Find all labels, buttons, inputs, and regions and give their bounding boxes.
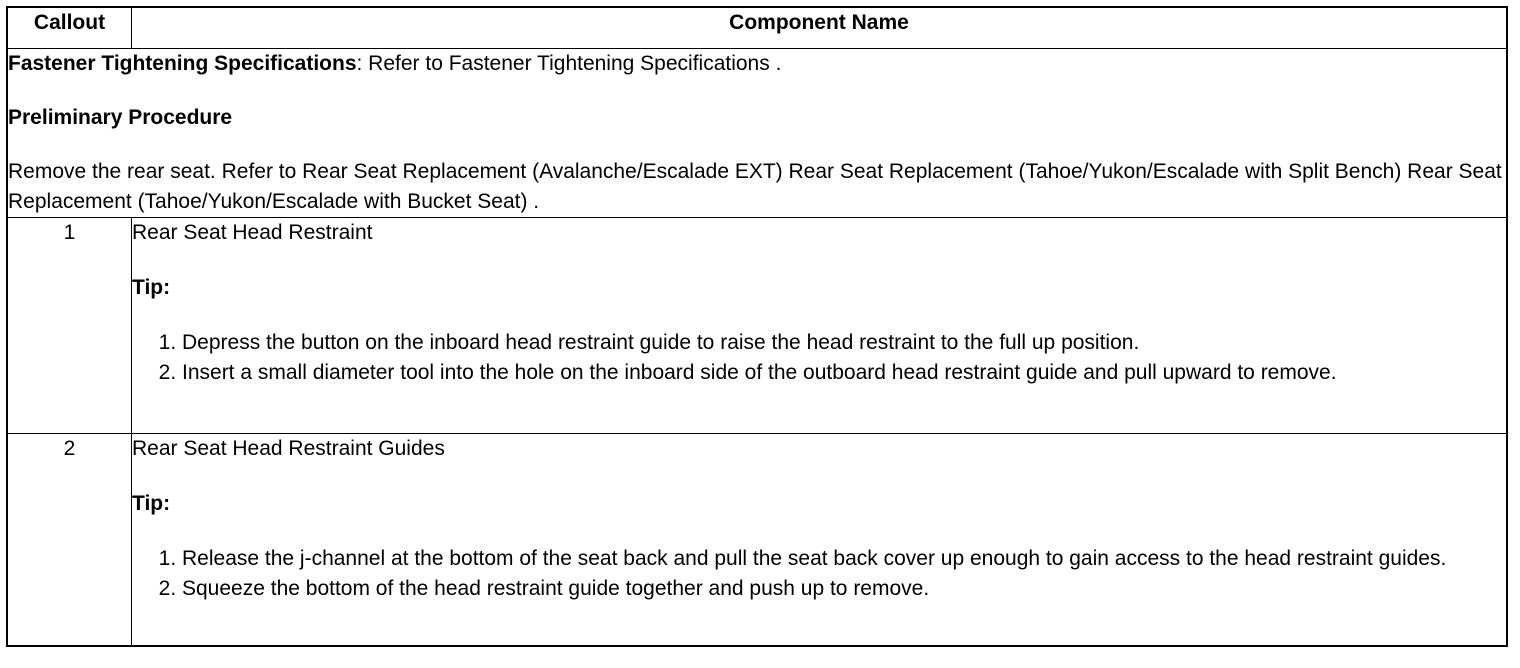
- component-table: [6, 6, 1508, 647]
- tip-label: Tip:: [132, 276, 171, 299]
- table-header-row: [7, 7, 1507, 49]
- preliminary-procedure-text: Remove the rear seat. Refer to Rear Seat Replacement (Avalanche/Escalade EXT) Rear Seat Replacement (Tahoe/Yukon/Escalade with Split Bench) Rear Seat Replacement (Tahoe/Yukon/Escalade with Bucket Seat) .: [8, 160, 1502, 213]
- column-header-component-name: Component Name: [132, 7, 1508, 49]
- list-item: 2. Squeeze the bottom of the head restraint guide together and push up to remove.: [182, 574, 1506, 604]
- column-header-callout: Callout: [7, 7, 132, 49]
- callout-number: 2: [7, 434, 132, 646]
- component-title: Rear Seat Head Restraint Guides: [132, 437, 445, 460]
- list-item: 2. Insert a small diameter tool into the hole on the inboard side of the outboard head restraint guide and pull upward to remove.: [182, 358, 1506, 388]
- fastener-spec-text: : Refer to Fastener Tightening Specifications .: [356, 52, 782, 75]
- table-row: [7, 434, 1507, 646]
- tip-label: Tip:: [132, 492, 171, 515]
- intro-cell: [7, 49, 1507, 218]
- fastener-spec-label: Fastener Tightening Specifications: [8, 52, 357, 75]
- component-cell: [132, 218, 1508, 434]
- step-list: [132, 544, 1506, 604]
- list-item: 1. Release the j-channel at the bottom of the seat back and pull the seat back cover up enough to gain access to the head restraint guides.: [182, 544, 1506, 574]
- preliminary-procedure-heading: Preliminary Procedure: [8, 106, 233, 129]
- table-row: [7, 218, 1507, 434]
- step-list: [132, 328, 1506, 388]
- component-cell: [132, 434, 1508, 646]
- list-item: 1. Depress the button on the inboard head restraint guide to raise the head restraint to the full up position.: [182, 328, 1506, 358]
- intro-row: [7, 49, 1507, 218]
- component-title: Rear Seat Head Restraint: [132, 221, 373, 244]
- fastener-spec-line: [8, 49, 1506, 79]
- callout-number: 1: [7, 218, 132, 434]
